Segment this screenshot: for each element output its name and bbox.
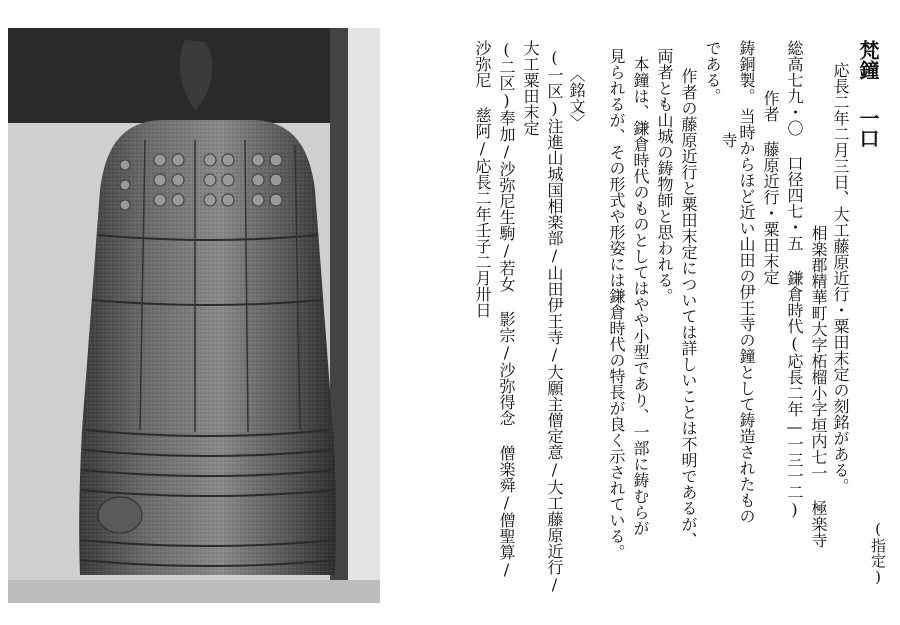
page-title [858,40,878,80]
inscription-line-3: (二区)奉加/沙弥尼生駒/若女 影宗/沙弥得念 僧楽舜/僧聖算/ [497,40,516,579]
inscription-header: 〈銘文〉 [567,66,586,130]
body-line-1: 当時からほど近い山田の伊王寺の鐘として鋳造されたもの [737,108,756,524]
inscription-line-2: 大工粟田末定 [521,40,540,136]
inscription-note: 応長二年二月三日、大工藤原近行・粟田末定の刻銘がある。 [831,62,850,494]
location: 相楽郡精華町大字柘榴小字垣内七一 極楽寺 [809,225,828,548]
striking-seat [98,497,142,533]
item-count: 一口 [856,108,880,148]
body-line-4: 両者とも山城の鋳物師と思われる。 [655,48,674,304]
body-line-3: 作者の藤原近行と粟田末定については詳しいことは不明であるが、 [679,68,698,548]
designation: (指定) [869,520,887,586]
temple-note: 寺 [719,132,738,148]
inscription-line-1: (一区)注進山城国相楽部/山田伊王寺/大願主僧定意/大工藤原近行/ [545,48,564,594]
title-text: 梵鐘 [856,40,880,80]
author: 作者 藤原近行・粟田末定 [761,90,780,285]
inscription-line-4: 沙弥尼 慈阿/応長二年壬子二月卅日 [473,40,492,318]
body-line-5: 本鐘は、鎌倉時代のものとしてはやや小型であり、一部に鋳むらが [631,56,650,536]
photo-wall-right [345,28,380,603]
photo-ground [8,580,380,603]
dimensions: 総高七九・〇 口径四七・五 鎌倉時代(応長二年—一三一二) [785,40,804,519]
material: 鋳銅製。 [737,40,756,104]
body-line-6: 見られるが、その形式や形姿には鎌倉時代の特長が良く示されている。 [607,48,626,560]
body-line-2: である。 [703,40,722,104]
bell-photo [0,0,385,610]
